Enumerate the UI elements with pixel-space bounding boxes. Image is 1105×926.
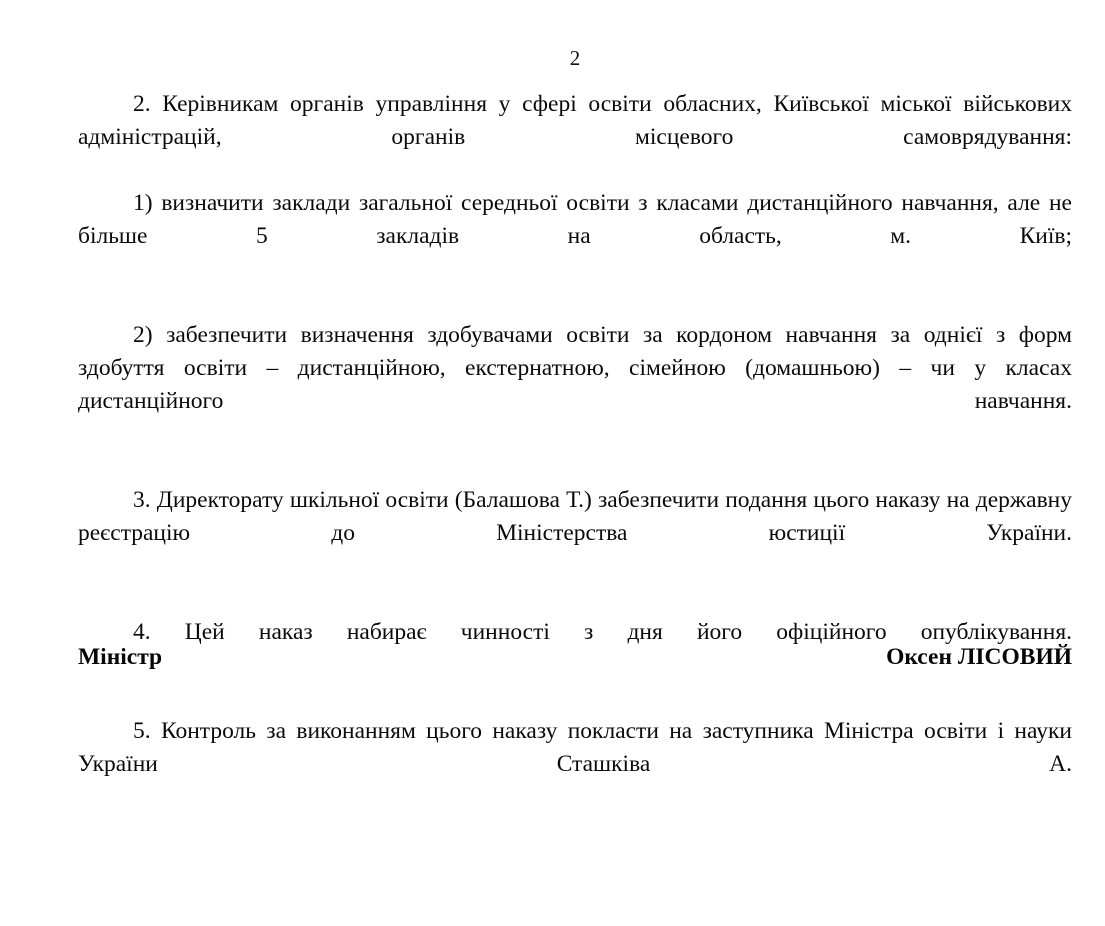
signature-role: Міністр [78, 644, 163, 670]
signature-block [78, 641, 1072, 674]
document-body [78, 88, 1072, 814]
paragraph-subitem-1: 1) визначити заклади загальної середньої освіти з класами дистанційного навчання, але не більше 5 закладів на область, м. Київ; [78, 190, 1072, 249]
paragraph-item-5: 5. Контроль за виконанням цього наказу покласти на заступника Міністра освіти і науки України Сташківа А. [78, 718, 1072, 777]
paragraph-subitem-2: 2) забезпечити визначення здобувачами освіти за кордоном навчання за однієї з форм здобуття освіти – дистанційною, екстернатною, сімейною (домашньою) – чи у класах дистанційного навчання. [78, 322, 1072, 414]
signature-name: Оксен ЛІСОВИЙ [886, 644, 1072, 670]
page-number: 2 [569, 46, 581, 70]
paragraph-item-4: 4. Цей наказ набирає чинності з дня його офіційного опублікування. [133, 619, 1072, 645]
paragraph-item-2: 2. Керівникам органів управління у сфері освіти обласних, Київської міської військових адміністрацій, органів місцевого самоврядування: [78, 91, 1072, 150]
paragraph-item-3: 3. Директорату шкільної освіти (Балашова Т.) забезпечити подання цього наказу на державну реєстрацію до Міністерства юстиції України. [78, 487, 1072, 546]
